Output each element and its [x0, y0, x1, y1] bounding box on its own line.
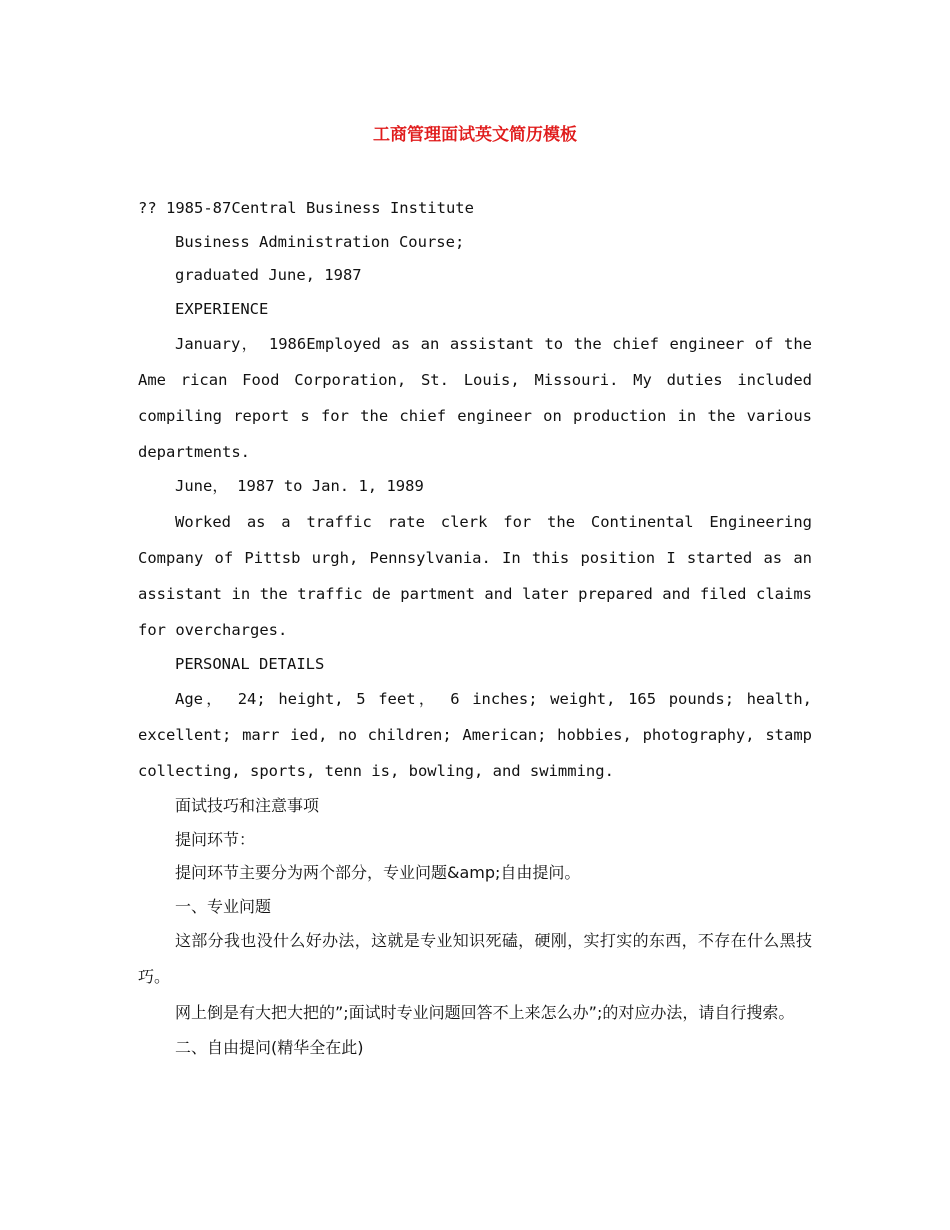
- qa-heading: 提问环节：: [175, 829, 256, 849]
- experience-heading: EXPERIENCE: [175, 299, 269, 318]
- education-line-2: Business Administration Course;: [175, 232, 465, 251]
- qa-intro: 提问环节主要分为两个部分，专业问题&amp;自由提问。: [175, 863, 581, 882]
- document-title: 工商管理面试英文简历模板: [373, 125, 577, 145]
- experience-date-2: June， 1987 to Jan. 1, 1989: [175, 477, 424, 495]
- experience-paragraph-1: January， 1986Employed as an assistant to the chief engineer of the Ame rican Food Corporation, St. Louis, Missouri. My duties included compiling report s for the chief engineer on production in the various departments.: [138, 335, 812, 461]
- education-line-1: ?? 1985-87Central Business Institute: [138, 199, 474, 217]
- section-1-paragraph-2: 网上倒是有大把大把的”;面试时专业问题回答不上来怎么办”;的对应办法，请自行搜索。: [175, 1003, 795, 1022]
- tips-heading: 面试技巧和注意事项: [175, 796, 320, 815]
- section-2-heading: 二、自由提问(精华全在此): [175, 1038, 364, 1057]
- experience-paragraph-2: Worked as a traffic rate clerk for the Continental Engineering Company of Pittsb urgh, Pennsylvania. In this position I started as an assistant in the traffic de partment and later prepared and filed claims for overcharges.: [138, 512, 812, 639]
- section-1-paragraph-1: 这部分我也没什么好办法，这就是专业知识死磕，硬刚，实打实的东西，不存在什么黑技巧。: [138, 931, 812, 986]
- document-body: [138, 192, 812, 1065]
- personal-details-paragraph: Age， 24; height, 5 feet， 6 inches; weight, 165 pounds; health, excellent; marr ied, no children; American; hobbies, photography, stamp collecting, sports, tenn is, bowling, and swimming.: [138, 690, 812, 780]
- section-1-heading: 一、专业问题: [175, 896, 272, 916]
- personal-details-heading: PERSONAL DETAILS: [175, 654, 325, 673]
- education-line-3: graduated June, 1987: [175, 266, 362, 284]
